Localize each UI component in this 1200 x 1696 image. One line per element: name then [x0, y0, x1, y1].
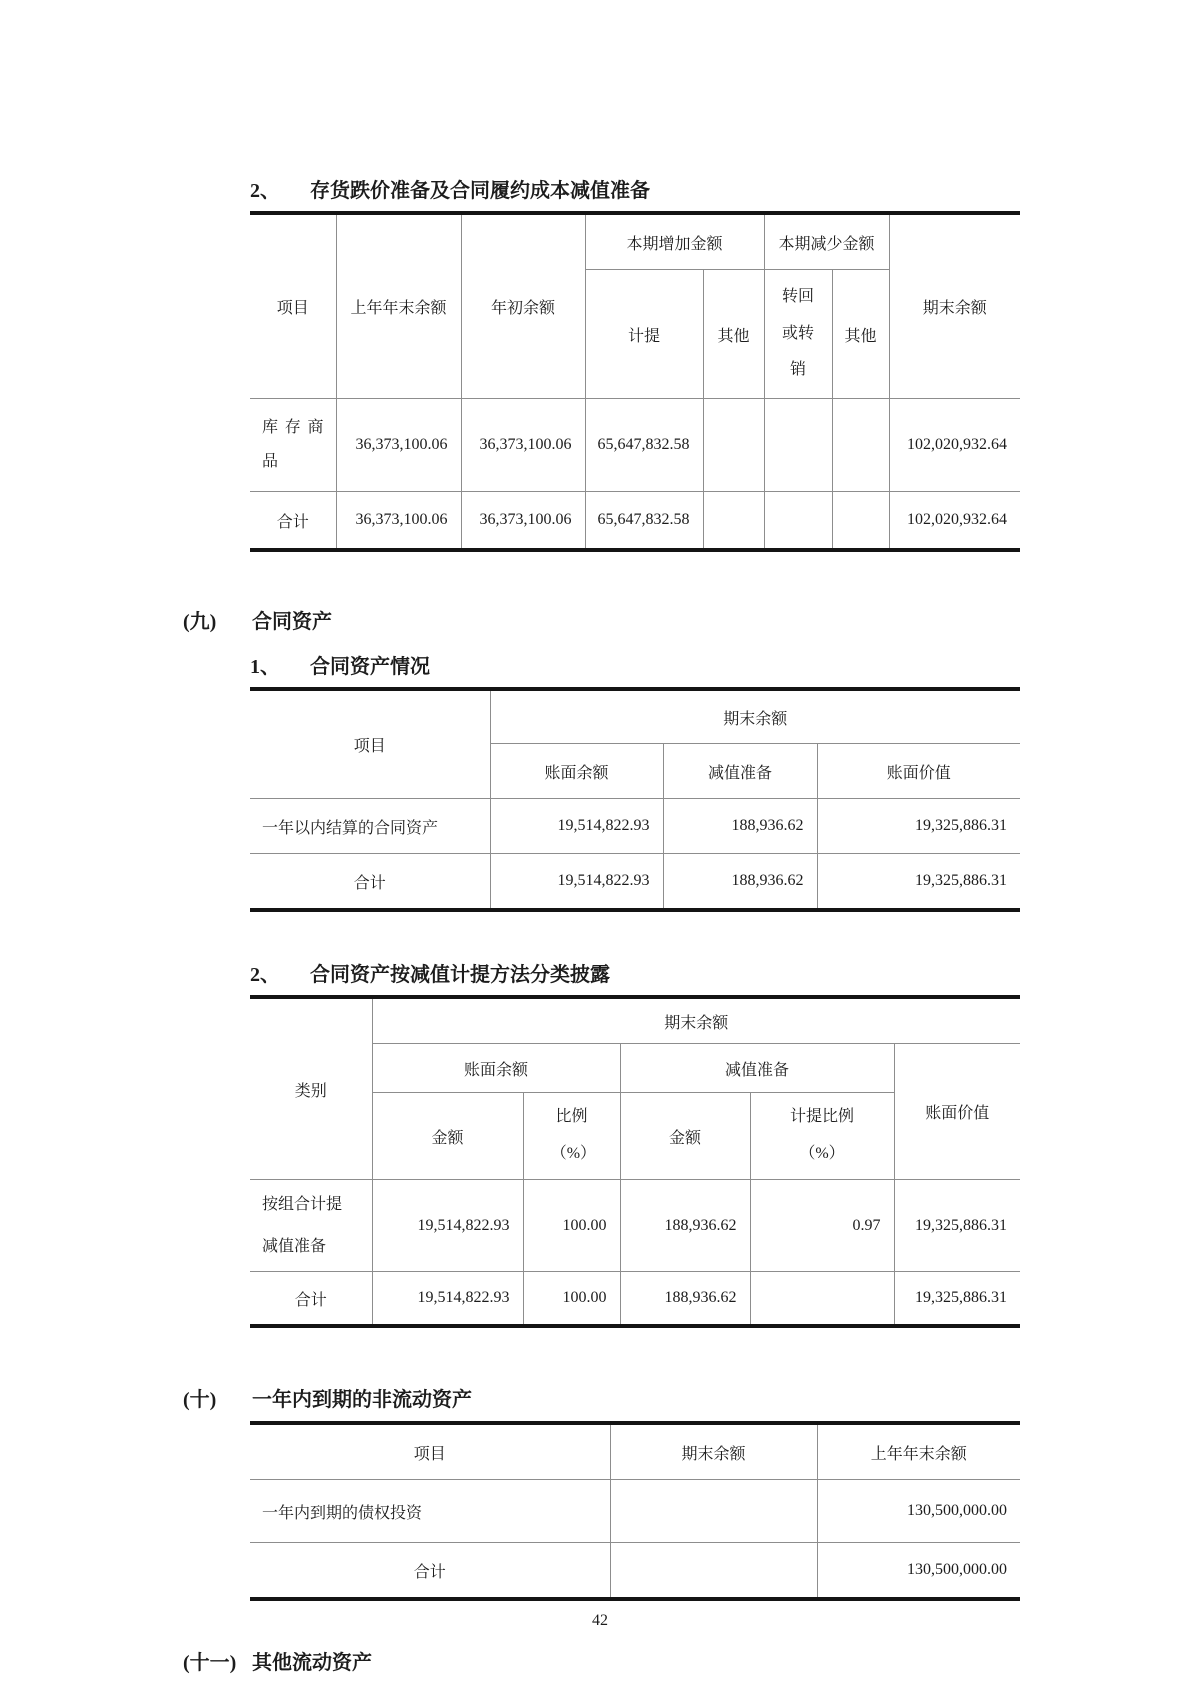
column-header-accrual-ratio — [750, 1093, 894, 1180]
table-cell-empty — [703, 492, 764, 551]
column-header-period-end: 期末余额 — [889, 213, 1020, 399]
table-cell-value: 19,514,822.93 — [490, 854, 663, 911]
table-cell-value: 36,373,100.06 — [336, 399, 461, 492]
column-header-item: 项目 — [250, 1423, 610, 1480]
table-cell-total-label: 合计 — [250, 1272, 372, 1327]
table-cell-total-label: 合计 — [250, 1543, 610, 1600]
table-cell-value: 19,325,886.31 — [817, 854, 1020, 911]
column-header-amount: 金额 — [620, 1093, 750, 1180]
table-cell-value: 36,373,100.06 — [461, 492, 585, 551]
table-cell-value: 100.00 — [523, 1272, 620, 1327]
table-cell-value: 19,514,822.93 — [372, 1272, 523, 1327]
table-header-row — [250, 213, 1020, 270]
column-header-book-value: 账面价值 — [817, 744, 1020, 799]
table-header-row — [250, 689, 1020, 744]
heading-title: 合同资产按减值计提方法分类披露 — [310, 964, 610, 986]
table-cell-category-label: 按组合计提减值准备 — [262, 1196, 343, 1255]
section-heading-other-current-assets — [183, 1649, 1200, 1677]
section-number: (九) — [183, 611, 217, 633]
table-cell-empty — [764, 492, 832, 551]
table-total-row — [250, 854, 1020, 911]
column-header-reversal-label: 转回或转销 — [782, 287, 815, 379]
table-cell-empty — [610, 1543, 817, 1600]
column-header-amount: 金额 — [372, 1093, 523, 1180]
column-header-reversal — [764, 270, 832, 399]
column-header-year-begin: 年初余额 — [461, 213, 585, 399]
column-header-prev-year-end: 上年年末余额 — [817, 1423, 1020, 1480]
table-total-row — [250, 1272, 1020, 1327]
page-number: 42 — [592, 1612, 608, 1629]
table-cell-value: 188,936.62 — [620, 1180, 750, 1272]
table-cell-empty — [750, 1272, 894, 1327]
inventory-impairment-table — [250, 211, 1020, 552]
section-title: 其他流动资产 — [252, 1652, 372, 1675]
table-cell-value: 130,500,000.00 — [817, 1543, 1020, 1600]
table-cell-item: 库存商品 — [250, 399, 336, 492]
column-group-period-end: 期末余额 — [490, 689, 1020, 744]
section-number: (十一) — [183, 1652, 237, 1675]
table-cell-empty — [832, 492, 889, 551]
column-group-period-end: 期末余额 — [372, 997, 1020, 1044]
table-cell-empty — [832, 399, 889, 492]
heading-number: 1、 — [250, 656, 280, 678]
column-header-item: 项目 — [250, 213, 336, 399]
column-group-decrease: 本期减少金额 — [764, 213, 889, 270]
column-header-decrease-other: 其他 — [832, 270, 889, 399]
table-cell-value: 19,325,886.31 — [817, 799, 1020, 854]
table-cell-value: 188,936.62 — [663, 799, 817, 854]
column-group-impairment: 减值准备 — [620, 1044, 894, 1093]
column-header-ratio-label: 比例（%） — [550, 1108, 597, 1162]
column-header-ratio — [523, 1093, 620, 1180]
heading-contract-asset-status — [250, 654, 1200, 680]
table-row — [250, 399, 1020, 492]
column-group-book-balance: 账面余额 — [372, 1044, 620, 1093]
table-cell-empty — [610, 1480, 817, 1543]
column-header-book-balance: 账面余额 — [490, 744, 663, 799]
column-header-period-end: 期末余额 — [610, 1423, 817, 1480]
column-header-book-value: 账面价值 — [894, 1044, 1020, 1180]
table-total-row — [250, 1543, 1020, 1600]
noncurrent-assets-due-table — [250, 1421, 1020, 1601]
table-cell-value: 36,373,100.06 — [336, 492, 461, 551]
table-cell-value: 65,647,832.58 — [585, 399, 703, 492]
table-cell-value: 102,020,932.64 — [889, 399, 1020, 492]
column-header-prev-year-end: 上年年末余额 — [336, 213, 461, 399]
section-number: (十) — [183, 1389, 217, 1412]
table-cell-category — [250, 1180, 372, 1272]
table-cell-empty — [703, 399, 764, 492]
table-row — [250, 1480, 1020, 1543]
heading-contract-asset-impairment-method — [250, 962, 1200, 988]
table-cell-item: 一年内到期的债权投资 — [250, 1480, 610, 1543]
table-cell-total-label: 合计 — [250, 492, 336, 551]
table-cell-value: 188,936.62 — [620, 1272, 750, 1327]
column-header-impairment: 减值准备 — [663, 744, 817, 799]
table-cell-value: 19,514,822.93 — [490, 799, 663, 854]
table-total-row — [250, 492, 1020, 551]
contract-asset-impairment-method-table — [250, 995, 1020, 1328]
table-cell-item: 一年以内结算的合同资产 — [250, 799, 490, 854]
table-cell-value: 36,373,100.06 — [461, 399, 585, 492]
table-cell-value: 65,647,832.58 — [585, 492, 703, 551]
table-cell-value: 100.00 — [523, 1180, 620, 1272]
table-cell-total-label: 合计 — [250, 854, 490, 911]
table-cell-value: 188,936.62 — [663, 854, 817, 911]
column-header-item: 项目 — [250, 689, 490, 799]
section-heading-noncurrent-assets-due — [183, 1386, 1200, 1414]
table-header-row — [250, 1423, 1020, 1480]
section-title: 合同资产 — [252, 611, 332, 633]
contract-asset-status-table — [250, 687, 1020, 912]
column-header-category: 类别 — [250, 997, 372, 1180]
column-header-increase-other: 其他 — [703, 270, 764, 399]
heading-number: 2、 — [250, 964, 280, 986]
heading-title: 存货跌价准备及合同履约成本减值准备 — [310, 180, 650, 202]
section-heading-contract-assets — [183, 608, 1200, 636]
table-cell-value: 19,514,822.93 — [372, 1180, 523, 1272]
table-row — [250, 1180, 1020, 1272]
heading-title: 合同资产情况 — [310, 656, 430, 678]
table-cell-value: 102,020,932.64 — [889, 492, 1020, 551]
table-cell-value: 130,500,000.00 — [817, 1480, 1020, 1543]
table-cell-value: 19,325,886.31 — [894, 1272, 1020, 1327]
heading-inventory-impairment — [250, 178, 1200, 204]
table-cell-value: 19,325,886.31 — [894, 1180, 1020, 1272]
table-header-row — [250, 997, 1020, 1044]
column-header-accrual: 计提 — [585, 270, 703, 399]
section-title: 一年内到期的非流动资产 — [252, 1389, 472, 1412]
table-cell-value: 0.97 — [750, 1180, 894, 1272]
heading-number: 2、 — [250, 180, 280, 202]
column-group-increase: 本期增加金额 — [585, 213, 764, 270]
table-row — [250, 799, 1020, 854]
table-cell-empty — [764, 399, 832, 492]
column-header-accrual-ratio-label: 计提比例（%） — [789, 1108, 854, 1162]
